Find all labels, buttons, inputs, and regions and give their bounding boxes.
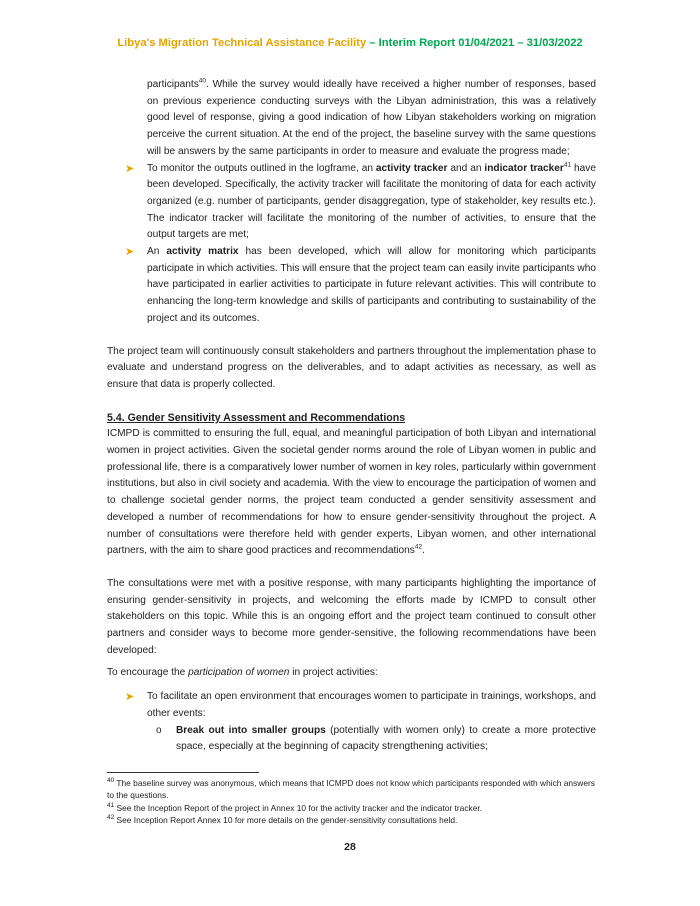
main-content bbox=[107, 77, 596, 756]
intro-paragraph: participants$^{40}$. While the survey would ideally have received a higher number of responses, based on previous experience conducting surveys with the Libyan administration, this was a relatively good level of response, giving a good indication of how Libyan stakeholders working on migration perceive the current situation. At the end of the project, the baseline survey with the same questions will be answers by the same participants in order to measure and evaluate the progress made; bbox=[147, 77, 596, 157]
circle-bullet-icon: o bbox=[156, 724, 162, 736]
header-title-facility: Libya's Migration Technical Assistance Facility bbox=[117, 37, 367, 49]
footnote-ref-40[interactable]: 40 bbox=[198, 77, 207, 85]
participation-lead: To encourage the participation of women in project activities: bbox=[107, 666, 378, 678]
footnote-42: $^{42}$ See Inception Report Annex 10 for more details on the gender-sensitivity consultations held. bbox=[107, 814, 458, 826]
bullet-activity-tracker: ➤ To monitor the outputs outlined in the logframe, an activity tracker and an indicator tracker$^{41}$ have been developed. Specifically, the activity tracker will facilitate the monitoring of data for each activity organized (e.g. number of participants, gender disaggregation, type of stakeholder, key results etc.). The indicator tracker will facilitate the monitoring of the number of activities, to ensure that the output targets are met; bbox=[125, 161, 596, 241]
bullet-activity-matrix: ➤ An activity matrix has been developed, which will allow for monitoring which participants participate in which activities. This will ensure that the project team can easily invite participants who have participated in earlier activities to participate in future relevant activities. This will contribute to enhancing the long-term knowledge and skills of participants and contributing to sustainability of the project and its outcomes. bbox=[125, 246, 596, 324]
section-heading: 5.4. Gender Sensitivity Assessment and Recommendations bbox=[107, 411, 406, 424]
bullet-open-environment: ➤ To facilitate an open environment that encourages women to participate in trainings, workshops, and other events: bbox=[125, 691, 596, 719]
footnote-40: $^{40}$ The baseline survey was anonymous, which means that ICMPD does not know which participants responded with which answers to the questions. bbox=[107, 777, 595, 801]
footnotes bbox=[107, 777, 596, 827]
header-title-report: Interim Report 01/04/2021 – 31/03/2022 bbox=[378, 37, 583, 49]
gender-intro-paragraph: ICMPD is committed to ensuring the full, equal, and meaningful participation of both Libyan and international women in project activities. Given the societal gender norms around the role of Libyan women in public and professional life, there is a comparatively lower number of women in key roles, particularly within government institutions, but also in civil society and academia. With the view to encourage the participation of women and to challenge societal gender norms, the project team conducted a gender sensitivity assessment and developed a number of recommendations for how to ensure gender-sensitivity throughout the project. A number of consultations were therefore held with gender experts, Libyan women, and other international partners, with the aim to share good practices and recommendations$^{42}$. bbox=[107, 428, 596, 557]
arrow-bullet-icon: ➤ bbox=[125, 162, 135, 175]
consultations-paragraph: The consultations were met with a positive response, with many participants highlighting the importance of ensuring gender-sensitivity in projects, and welcoming the efforts made by ICMPD to consult other stakeholders on this topic. While this is an ongoing effort and the project team continued to consult other partners and consider ways to become more gender-sensitive, the following recommendations have been developed: bbox=[107, 577, 596, 656]
footnote-ref-42[interactable]: 42 bbox=[414, 543, 423, 551]
footnote-41: $^{41}$ See the Inception Report of the project in Annex 10 for the activity tracker and the indicator tracker. bbox=[107, 802, 483, 813]
footnote-divider bbox=[107, 772, 259, 773]
arrow-bullet-icon: ➤ bbox=[125, 246, 135, 259]
header-separator: – bbox=[366, 37, 379, 49]
consultation-paragraph: The project team will continuously consult stakeholders and partners throughout the implementation phase to evaluate and understand progress on the deliverables, and to adapt activities as necessary, as well as ensure that data is properly collected. bbox=[107, 345, 596, 390]
footnote-ref-41[interactable]: 41 bbox=[563, 161, 572, 169]
page-number: 28 bbox=[344, 841, 356, 853]
sub-bullet-small-groups: o Break out into smaller groups (potentially with women only) to create a more protective space, especially at the beginning of capacity strengthening activities; bbox=[156, 724, 596, 753]
page-header bbox=[0, 37, 700, 49]
arrow-bullet-icon: ➤ bbox=[125, 691, 135, 704]
